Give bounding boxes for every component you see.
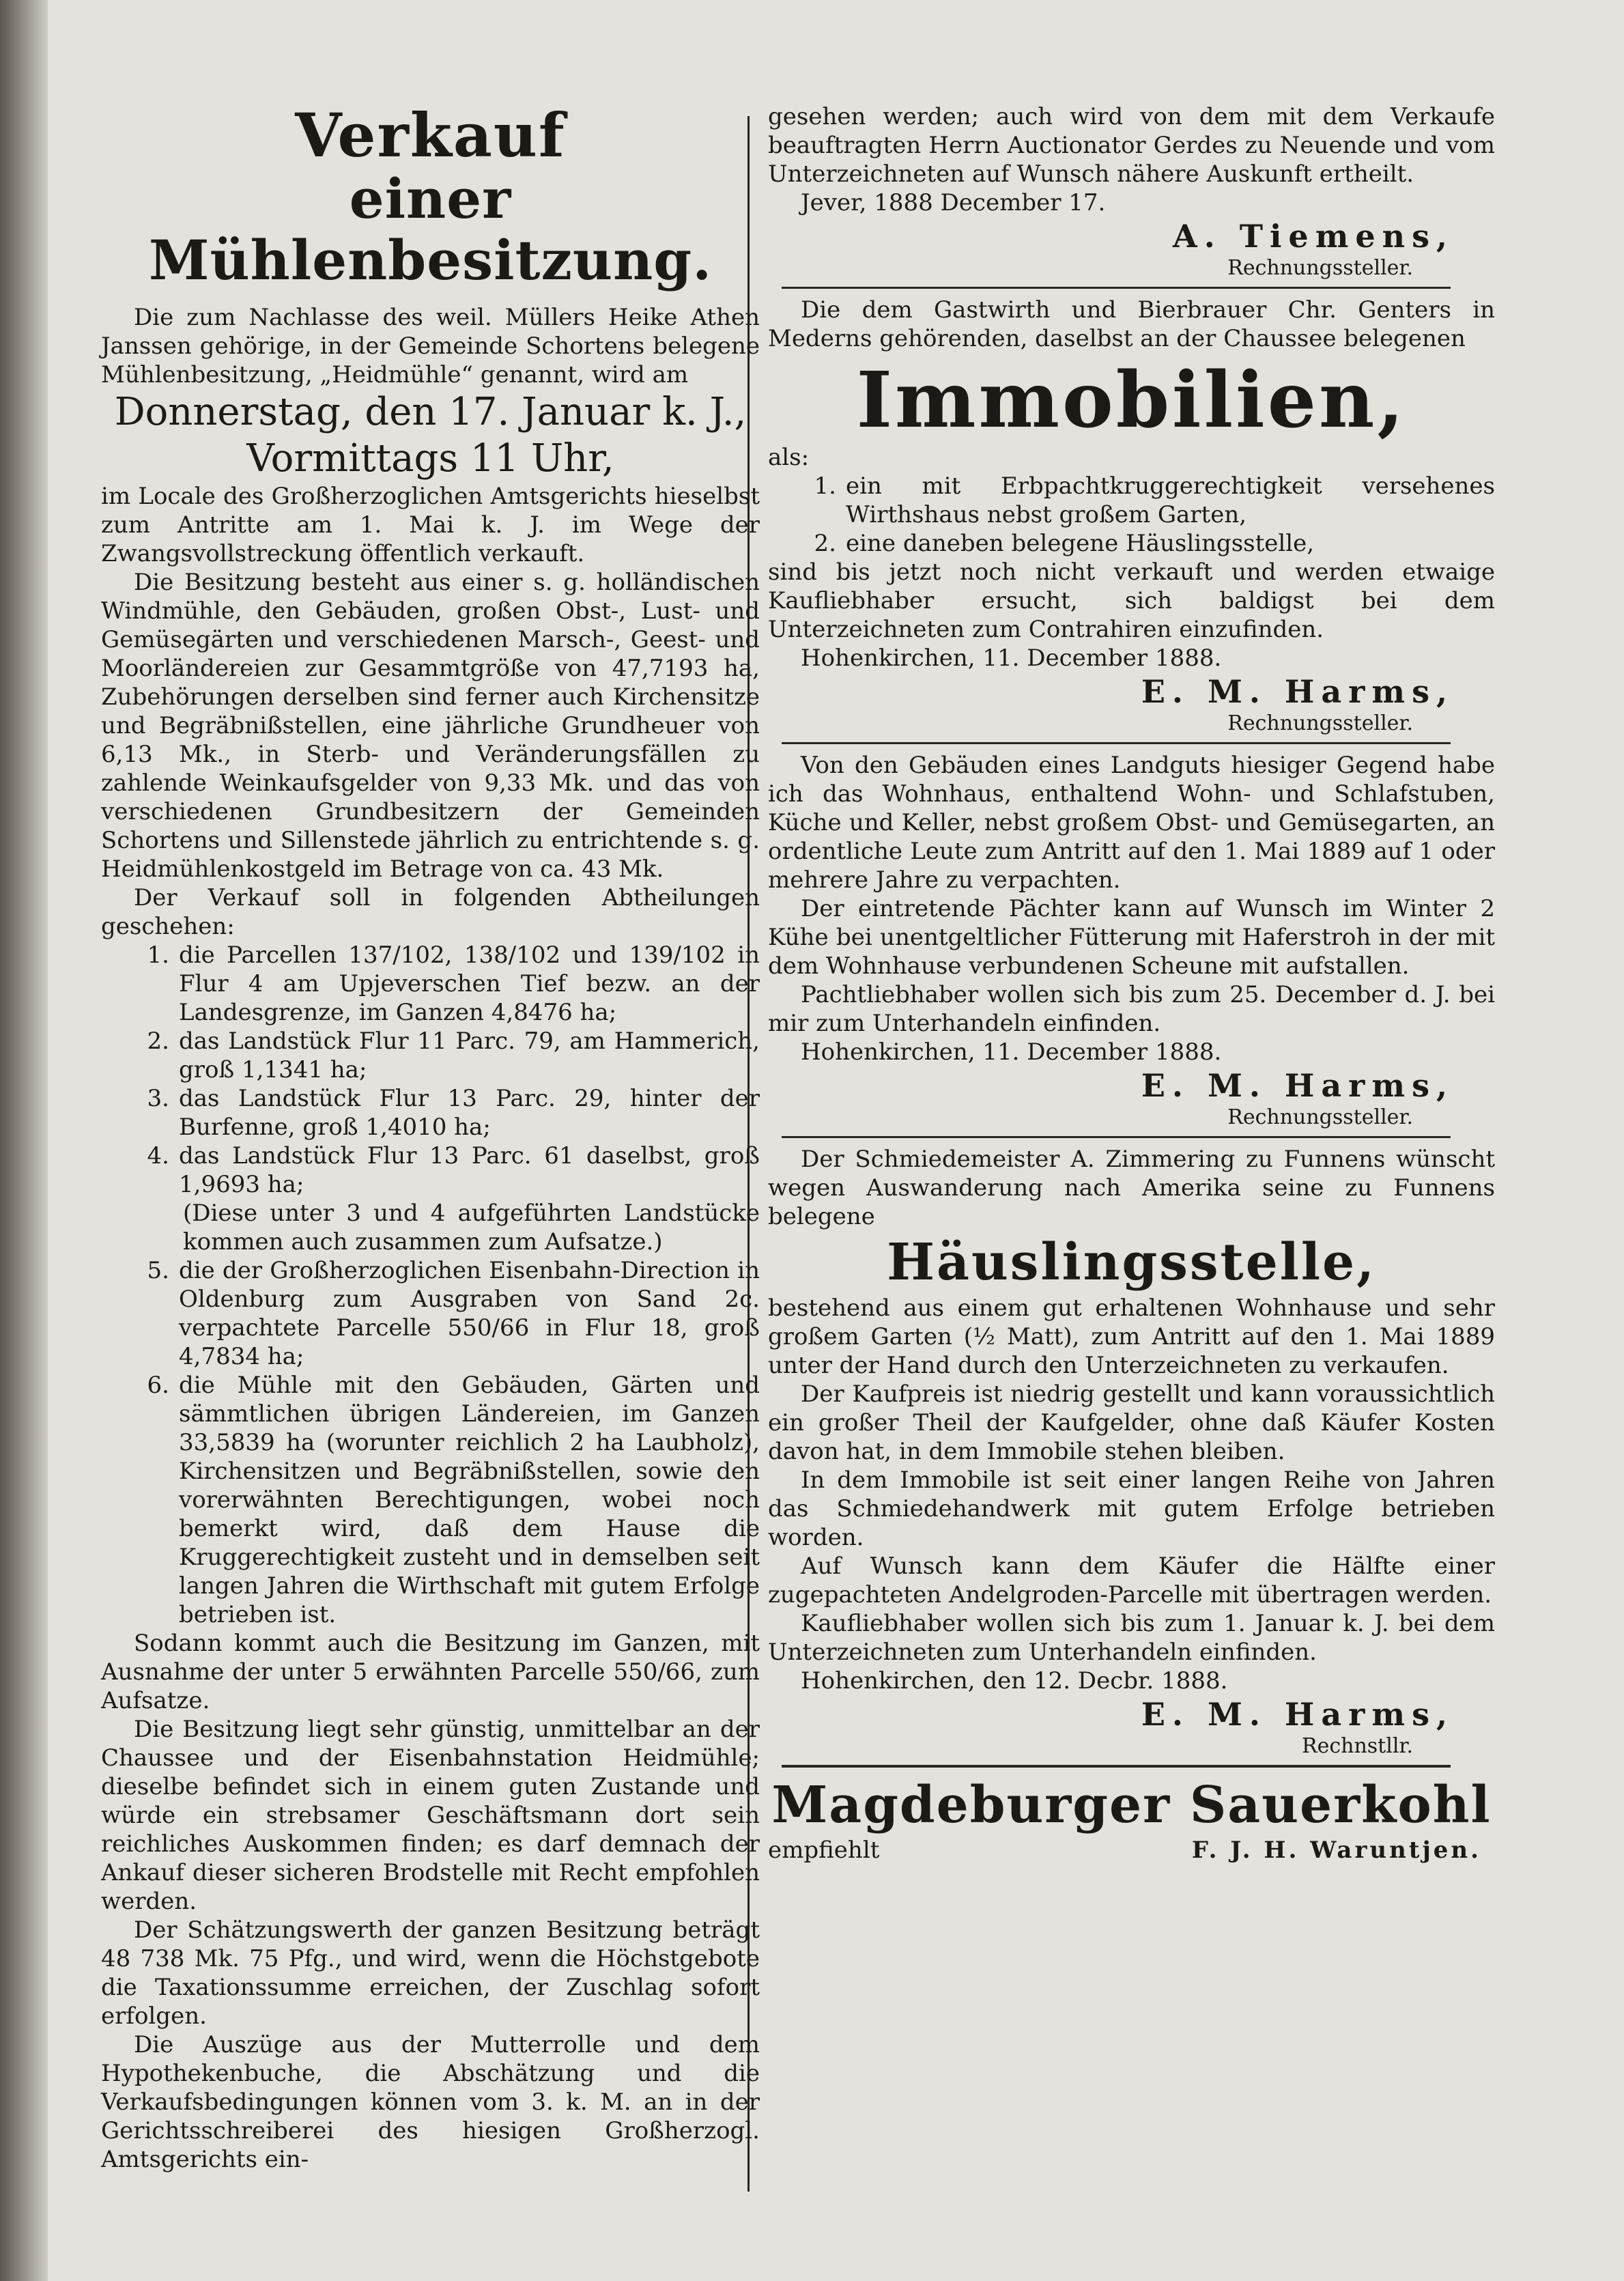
continuation-paragraph: gesehen werden; auch wird von dem mit dem Verkaufe beauftragten Herrn Auctionator Gerdes zu Neuende und vom Unterzeichneten auf Wunsch nähere Auskunft ertheilt. [768,103,1495,188]
intro-paragraph: Die zum Nachlasse des weil. Müllers Heike Athen Janssen gehörige, in der Gemeinde Schortens belegene Mühlenbesitzung, „Heidmühle“ genannt, wird am [101,304,760,388]
list-item [101,1256,760,1371]
list-item-number: 2. [147,1028,169,1055]
ad3-paragraph-2: Der eintretende Pächter kann auf Wunsch im Winter 2 Kühe bei unentgeltlicher Fütterung mit Haferstroh in der mit dem Wohnhause verbundenen Scheune mit aufstallen. [768,895,1495,980]
list-item-number: 6. [147,1372,169,1399]
ad5-footer [768,1836,1495,1865]
list-item-text: das Landstück Flur 11 Parc. 79, am Hammerich, groß 1,1341 ha; [179,1028,760,1083]
list-item-text: ein mit Erbpachtkruggerechtigkeit versehenes Wirthshaus nebst großem Garten, [846,472,1495,528]
list-item-number: 5. [147,1257,169,1284]
ad5-recommends: empfiehlt [768,1837,880,1864]
list-item-text: die der Großherzoglichen Eisenbahn-Direction in Oldenburg zum Ausgraben von Sand 2c. verpachtete Parcelle 550/66 in Flur 18, groß 4,7834 ha; [179,1257,760,1370]
ad4-paragraph-1: bestehend aus einem gut erhaltenen Wohnhause und sehr großem Garten (½ Matt), zum Antritt auf den 1. Mai 1889 unter der Hand durch den Unterzeichneten zu verkaufen. [768,1294,1495,1379]
book-spine-shadow [0,0,48,2281]
left-column [101,102,760,2174]
ad-separator [782,742,1451,744]
ad4-intro: Der Schmiedemeister A. Zimmering zu Funnens wünscht wegen Auswanderung nach Amerika seine zu Funnens belegene [768,1146,1495,1230]
list-item [101,1027,760,1084]
ad-separator [782,1765,1451,1768]
list-item [768,529,1495,558]
ad1-place-date: Jever, 1888 December 17. [801,189,1106,216]
list-item-number: 4. [147,1142,169,1170]
ad2-als: als: [768,444,810,471]
newspaper-page [48,0,1624,2281]
ad4-paragraph-2: Der Kaufpreis ist niedrig gestellt und kann voraussichtlich ein großer Theil der Kaufgelder, ohne daß Käufer Kosten davon hat, in dem Immobile stehen bleiben. [768,1380,1495,1465]
ad3-role: Rechnungssteller. [1227,1105,1413,1129]
list-item [101,1084,760,1142]
right-column [768,102,1495,1865]
ad-title-verkauf: Verkauf [295,100,566,171]
ad-separator [782,1136,1451,1138]
list-item [101,1371,760,1629]
ad3-place-date: Hohenkirchen, 11. December 1888. [801,1038,1222,1066]
ad1-role: Rechnungssteller. [1227,256,1413,280]
list-item-text: die Mühle mit den Gebäuden, Gärten und sämmtlichen übrigen Ländereien, im Ganzen 33,5839 ha (worunter reichlich 2 ha Laubholz), Kirchensitzen und Begräbnißstellen, sowie den vorerwähnten Berechtigungen, wobei noch bemerkt wird, daß dem Hause die Kruggerechtigkeit zusteht und in demselben seit langen Jahren die Wirthschaft mit gutem Erfolge betrieben ist. [179,1372,760,1628]
ad4-paragraph-4: Auf Wunsch kann dem Käufer die Hälfte einer zugepachteten Andelgroden-Parcelle mit übertragen werden. [768,1553,1495,1609]
location-paragraph: Die Besitzung liegt sehr günstig, unmittelbar an der Chaussee und der Eisenbahnstation Heidmühle; dieselbe befindet sich in einem guten Zustande und würde ein strebsamer Geschäftsmann dort sein reichliches Auskommen finden; es darf demnach der Ankauf dieser sicheren Brodstelle mit Recht empfohlen werden. [101,1716,760,1915]
list-item-text: eine daneben belegene Häuslingsstelle, [846,530,1315,557]
sale-intro: Der Verkauf soll in folgenden Abtheilungen geschehen: [101,884,760,940]
ad3-paragraph-1: Von den Gebäuden eines Landguts hiesiger Gegend habe ich das Wohnhaus, enthaltend Wohn- und Schlafstuben, Küche und Keller, nebst großem Obst- und Gemüsegarten, an ordentliche Leute zum Antritt auf den 1. Mai 1889 auf 1 oder mehrere Jahre zu verpachten. [768,752,1495,894]
ad4-paragraph-5: Kaufliebhaber wollen sich bis zum 1. Januar k. J. bei dem Unterzeichneten zum Unterhandeln einfinden. [768,1610,1495,1666]
list-item-number: 2. [814,530,836,557]
auction-date: Donnerstag, den 17. Januar k. J., [114,390,747,434]
list-item-number: 3. [147,1085,169,1112]
ad5-signature: F. J. H. Waruntjen. [1191,1837,1481,1864]
list-item-text: das Landstück Flur 13 Parc. 29, hinter der Burfenne, groß 1,4010 ha; [179,1085,760,1141]
ad3-signature: E. M. Harms, [1141,1067,1454,1104]
ad4-headline: Häuslingsstelle, [887,1233,1376,1292]
ad4-place-date: Hohenkirchen, den 12. Decbr. 1888. [801,1667,1228,1695]
ad2-signature: E. M. Harms, [1141,673,1454,710]
ad-separator [782,287,1451,289]
list-item [768,472,1495,529]
ad2-place-date: Hohenkirchen, 11. December 1888. [801,644,1222,672]
ad1-signature: A. Tiemens, [1173,218,1454,255]
ad2-body: sind bis jetzt noch nicht verkauft und werden etwaige Kaufliebhaber ersucht, sich baldigst bei dem Unterzeichneten zum Contrahiren einzufinden. [768,558,1495,643]
ad2-role: Rechnungssteller. [1227,711,1413,735]
valuation-paragraph: Der Schätzungswerth der ganzen Besitzung beträgt 48 738 Mk. 75 Pfg., und wird, wenn die Höchstgebote die Taxationssumme erreichen, der Zuschlag sofort erfolgen. [101,1916,760,2030]
ad4-paragraph-3: In dem Immobile ist seit einer langen Reihe von Jahren das Schmiedehandwerk mit gutem Erfolge betrieben worden. [768,1467,1495,1551]
ad5-headline: Magdeburger Sauerkohl [771,1776,1492,1834]
ad2-intro: Die dem Gastwirth und Bierbrauer Chr. Genters in Mederns gehörenden, daselbst an der Chaussee belegenen [768,296,1495,352]
list-item-text: das Landstück Flur 13 Parc. 61 daselbst, groß 1,9693 ha; [179,1142,760,1198]
ad4-signature: E. M. Harms, [1141,1696,1454,1733]
list-item-number: 1. [147,941,169,969]
list-item-number: 1. [814,472,836,500]
ad4-role: Rechnstllr. [1301,1734,1413,1758]
note-items-3-4: (Diese unter 3 und 4 aufgeführten Landstücke kommen auch zusammen zum Aufsatze.) [183,1200,760,1256]
auction-time: Vormittags 11 Uhr, [246,436,614,481]
ad3-paragraph-3: Pachtliebhaber wollen sich bis zum 25. December d. J. bei mir zum Unterhandeln einfinden. [768,981,1495,1037]
ad-title-muehlenbesitzung: einer Mühlenbesitzung. [148,167,713,292]
list-item-text: die Parcellen 137/102, 138/102 und 139/102 in Flur 4 am Upjeverschen Tief bezw. an der Landesgrenze, im Ganzen 4,8476 ha; [179,941,760,1026]
extracts-paragraph: Die Auszüge aus der Mutterrolle und dem Hypothekenbuche, die Abschätzung und die Verkaufsbedingungen können vom 3. k. M. an in der Gerichtsschreiberei des hiesigen Großherzogl. Amtsgerichts ein- [101,2031,760,2173]
place-paragraph: im Locale des Großherzoglichen Amtsgerichts hieselbst zum Antritte am 1. Mai k. J. im Wege der Zwangsvollstreckung öffentlich verkauft. [101,483,760,567]
whole-sale-paragraph: Sodann kommt auch die Besitzung im Ganzen, mit Ausnahme der unter 5 erwähnten Parcelle 550/66, zum Aufsatze. [101,1630,760,1714]
description-paragraph: Die Besitzung besteht aus einer s. g. holländischen Windmühle, den Gebäuden, großen Obst-, Lust- und Gemüsegärten und verschiedenen Marsch-, Geest- und Moorländereien zur Gesammtgröße von 47,7193 ha, Zubehörungen derselben sind ferner auch Kirchensitze und Begräbnißstellen, eine jährliche Grundheuer von 6,13 Mk., in Sterb- und Veränderungsfällen zu zahlende Weinkaufsgelder von 9,33 Mk. und das von verschiedenen Grundbesitzern der Gemeinden Schortens und Sillenstede jährlich zu entrichtende s. g. Heidmühlenkostgeld im Betrage von ca. 43 Mk. [101,569,760,883]
list-item [101,941,760,1027]
list-item [101,1142,760,1199]
ad2-headline: Immobilien, [856,356,1407,445]
